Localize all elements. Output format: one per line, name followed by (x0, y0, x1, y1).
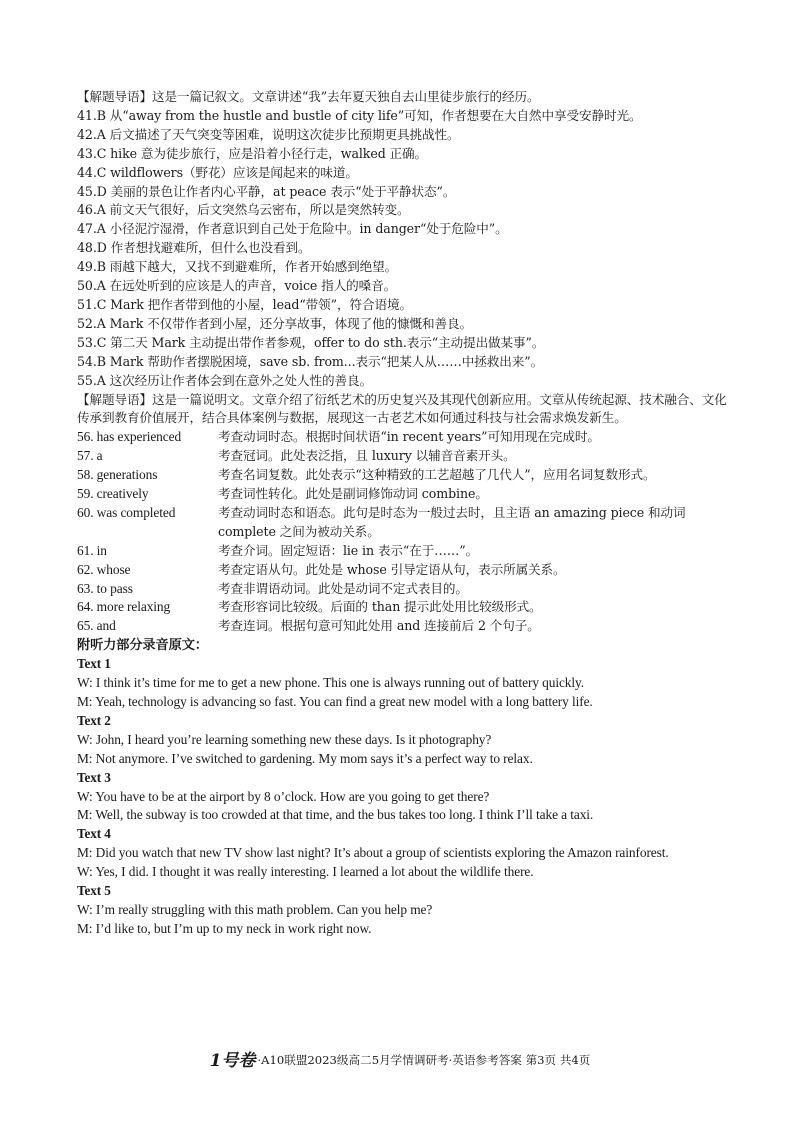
answer-line: 52.A Mark 不仅带作者到小屋，还分享故事，体现了他的慷慨和善良。 (77, 315, 473, 331)
grammar-answer: 65. and (77, 618, 116, 634)
page-footer (0, 1050, 800, 1071)
dialogue-line: M: Did you watch that new TV show last night? It’s about a group of scientists exploring the Amazon rainforest. (77, 845, 669, 861)
answer-line: 50.A 在远处听到的应该是人的声音，voice 指人的嗓音。 (77, 278, 397, 294)
answer-line: 55.A 这次经历让作者体会到在意外之处人性的善良。 (77, 372, 372, 388)
answer-line: 53.C 第二天 Mark 主动提出带作者参观，offer to do sth.表示“主动提出做某事”。 (77, 334, 545, 350)
dialogue-line: M: Well, the subway is too crowded at that time, and the bus takes too long. I think I’ll take a taxi. (77, 807, 594, 823)
grammar-explanation: 考查连词。根据句意可知此处用 and 连接前后 2 个句子。 (218, 618, 540, 634)
answer-line: 43.C hike 意为徒步旅行，应是沿着小径行走，walked 正确。 (77, 145, 428, 161)
grammar-answer: 63. to pass (77, 580, 133, 596)
dialogue-line: W: John, I heard you’re learning something new these days. Is it photography? (77, 731, 492, 747)
dialogue-line: W: You have to be at the airport by 8 o’clock. How are you going to get there? (77, 788, 490, 804)
grammar-answer-row (77, 617, 727, 636)
text-title: Text 2 (77, 712, 111, 728)
grammar-answer-row (77, 466, 727, 485)
answer-line: 47.A 小径泥泞湿滑，作者意识到自己处于危险中。in danger“处于危险中”。 (77, 221, 508, 237)
grammar-explanation: 考查动词时态和语态。此句是时态为一般过去时，且主语 an amazing piece 和动词 complete 之间为被动关系。 (218, 504, 686, 539)
page-content (77, 88, 727, 939)
dialogue-line: W: I think it’s time for me to get a new phone. This one is always running out of battery quickly. (77, 675, 585, 691)
grammar-explanation: 考查介词。固定短语：lie in 表示“在于……”。 (218, 542, 479, 558)
brand-logo: 1号卷 (209, 1051, 256, 1071)
dialogue-line: M: Yeah, technology is advancing so fast. You can find a great new model with a long battery life. (77, 694, 593, 709)
grammar-answer-row (77, 504, 727, 542)
answer-line: 45.D 美丽的景色让作者内心平静，at peace 表示“处于平静状态”。 (77, 183, 456, 199)
grammar-explanation: 考查冠词。此处表泛指，且 luxury 以辅音音素开头。 (218, 448, 516, 464)
grammar-answer: 64. more relaxing (77, 599, 171, 615)
answer-line: 54.B Mark 帮助作者摆脱困境，save sb. from...表示“把某人从……中拯救出来”。 (77, 353, 544, 369)
grammar-answer: 62. whose (77, 561, 131, 577)
passage1-intro: 【解题导语】这是一篇记叙文。文章讲述“我”去年夏天独自去山里徒步旅行的经历。 (77, 89, 540, 104)
grammar-answer-row (77, 447, 727, 466)
grammar-explanation: 考查定语从句。此处是 whose 引导定语从句，表示所属关系。 (218, 561, 566, 577)
answer-line: 49.B 雨越下越大，又找不到避难所，作者开始感到绝望。 (77, 259, 398, 275)
text-title: Text 4 (77, 826, 111, 842)
grammar-answer-row (77, 598, 727, 617)
grammar-explanation: 考查词性转化。此处是副词修饰动词 combine。 (218, 486, 488, 502)
grammar-explanation: 考查名词复数。此处表示“这种精致的工艺超越了几代人”，应用名词复数形式。 (218, 467, 656, 483)
dialogue-line: W: I’m really struggling with this math problem. Can you help me? (77, 901, 433, 917)
footer-text: ·A10联盟2023级高二5月学情调研考·英语参考答案 第3页 共4页 (257, 1053, 591, 1067)
dialogue-line: M: Not anymore. I’ve switched to gardening. My mom says it’s a perfect way to relax. (77, 750, 533, 766)
dialogue-line: M: I’d like to, but I’m up to my neck in work right now. (77, 920, 372, 936)
dialogue-line: W: Yes, I did. I thought it was really interesting. I learned a lot about the wildlife there. (77, 864, 534, 880)
grammar-answer: 61. in (77, 542, 107, 558)
answer-line: 51.C Mark 把作者带到他的小屋，lead“带领”，符合语境。 (77, 296, 412, 312)
grammar-answer: 57. a (77, 448, 103, 464)
listening-heading: 附听力部分录音原文： (77, 637, 208, 653)
grammar-answer: 59. creatively (77, 486, 149, 502)
passage2-intro: 【解题导语】这是一篇说明文。文章介绍了衍纸艺术的历史复兴及其现代创新应用。文章从传统起源、技术融合、文化传承到教育价值展开，结合具体案例与数据，展现这一古老艺术如何通过科技与社会需求焕发新生。 (77, 391, 727, 426)
grammar-explanation: 考查动词时态。根据时间状语“in recent years”可知用现在完成时。 (218, 429, 600, 445)
grammar-answer: 56. has experienced (77, 429, 182, 445)
grammar-answer-row (77, 561, 727, 580)
answer-line: 41.B 从“away from the hustle and bustle of city life”可知，作者想要在大自然中享受安静时光。 (77, 107, 642, 123)
answer-line: 46.A 前文天气很好，后文突然乌云密布，所以是突然转变。 (77, 202, 410, 218)
grammar-answer-row (77, 428, 727, 447)
grammar-answer-row (77, 580, 727, 599)
grammar-answer: 60. was completed (77, 504, 176, 520)
grammar-answer: 58. generations (77, 467, 158, 483)
text-title: Text 1 (77, 656, 111, 672)
answer-line: 48.D 作者想找避难所，但什么也没看到。 (77, 240, 311, 256)
grammar-explanation: 考查非谓语动词。此处是动词不定式表目的。 (218, 580, 468, 596)
grammar-explanation: 考查形容词比较级。后面的 than 提示此处用比较级形式。 (218, 599, 542, 615)
answer-line: 42.A 后文描述了天气突变等困难，说明这次徒步比预期更具挑战性。 (77, 126, 460, 142)
answer-line: 44.C wildflowers（野花）应该是闻起来的味道。 (77, 164, 358, 180)
grammar-answer-row (77, 542, 727, 561)
text-title: Text 5 (77, 883, 111, 899)
grammar-answer-row (77, 485, 727, 504)
text-title: Text 3 (77, 769, 111, 785)
